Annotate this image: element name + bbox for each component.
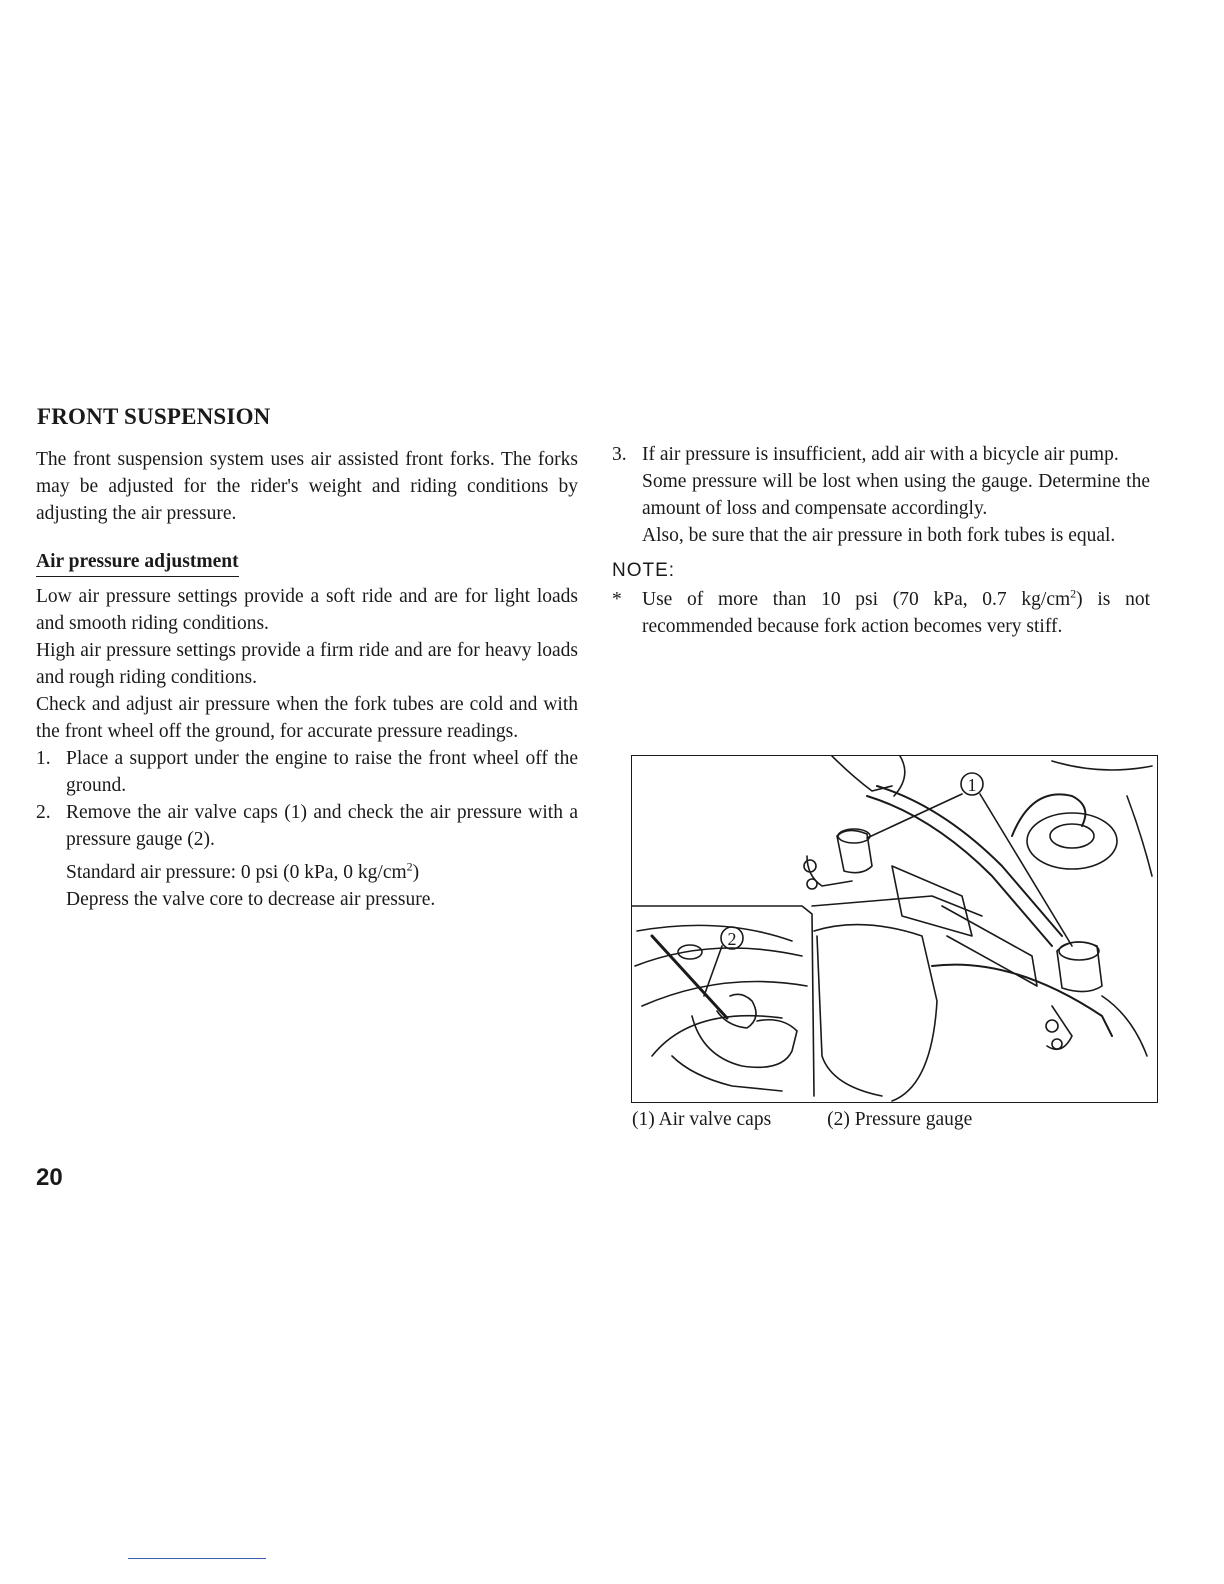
upper-hand [832,756,892,791]
air-pressure-subheading: Air pressure adjustment [36,548,239,577]
footer-rule [128,1558,266,1559]
note-item [612,586,1150,640]
right-top-cap-inner [1050,824,1094,848]
check-pressure-paragraph: Check and adjust air pressure when the fork tubes are cold and with the front wheel off the ground, for accurate pressure readings. [36,694,578,742]
right-contour [1102,996,1147,1056]
intro-paragraph: The front suspension system uses air assisted front forks. The forks may be adjusted for the rider's weight and riding conditions by adjusting the air pressure. [36,449,578,524]
page-number: 20 [36,1164,63,1191]
step-1-number: 1. [36,748,51,769]
hand [692,1016,797,1067]
standard-pressure-text: Standard air pressure: 0 psi (0 kPa, 0 kg/cm [66,862,407,883]
fork-illustration [631,755,1158,1103]
depress-instruction: Depress the valve core to decrease air pressure. [66,889,436,910]
step-1-text: Place a support under the engine to raise the front wheel off the ground. [66,748,578,796]
right-bracket [1047,1006,1072,1049]
caption-air-valve-caps: (1) Air valve caps [632,1109,772,1130]
low-pressure-paragraph: Low air pressure settings provide a soft ride and are for light loads and smooth riding conditions. [36,586,578,634]
page-title: FRONT SUSPENSION [37,404,271,429]
caption-pressure-gauge: (2) Pressure gauge [827,1109,973,1130]
note-bullet: * [612,589,622,610]
right-top-cap [1027,813,1117,869]
right-bolt-icon [1046,1020,1058,1032]
fork-illustration-drawing [632,756,1158,1103]
note-label: NOTE: [612,560,676,581]
left-column [36,446,578,913]
callout-2-label: 2 [727,929,737,949]
high-pressure-paragraph: High air pressure settings provide a firm ride and are for heavy loads and rough riding conditions. [36,640,578,688]
engine-top [812,896,982,916]
step-2-number: 2. [36,802,51,823]
note-text [642,586,1150,640]
step-2 [36,799,578,853]
step-3-equal-paragraph: Also, be sure that the air pressure in both fork tubes is equal. [642,525,1116,546]
right-cap-top [1059,942,1099,960]
callout-1-leader-right [980,794,1072,946]
wheel-arc-3 [642,982,807,1007]
note-sup: 2 [1070,586,1077,601]
gauge-tip [717,994,756,1028]
engine-block [814,925,937,1101]
note-text-start: Use of more than 10 psi (70 kPa, 0.7 kg/cm [642,589,1071,610]
step-3-text: If air pressure is insufficient, add air with a bicycle air pump. [642,444,1119,465]
right-column [612,441,1150,640]
right-fork-cap [1057,942,1102,992]
air-hose [867,796,1052,946]
callout-2-leader [704,946,722,996]
step-3 [612,441,1150,468]
standard-pressure [66,859,578,886]
air-hose-2 [877,786,1062,936]
callout-1-label: 1 [967,775,977,795]
wheel-arc [637,925,792,941]
handlebar [942,906,1037,986]
standard-pressure-sup: 2 [406,859,413,874]
standard-pressure-close: ) [412,862,420,883]
top-right-contour-2 [1127,796,1152,876]
brake-line [932,965,1112,1036]
right-bolt-2-icon [1052,1039,1062,1049]
step-3-loss-paragraph: Some pressure will be lost when using the gauge. Determine the amount of loss and compensate accordingly. [642,471,1150,519]
handlebar-clamp [892,866,972,936]
step-1 [36,745,578,799]
wheel-arc-4 [652,1016,782,1056]
left-fork-cap [837,830,872,872]
step-3-number: 3. [612,444,627,465]
equalizer-hose [1012,794,1085,836]
step-2-text: Remove the air valve caps (1) and check the air pressure with a pressure gauge (2). [66,802,578,850]
note-text-end: ) is not recommended because fork action becomes very stiff. [642,589,1151,637]
upper-hand-2 [894,756,905,796]
left-bolt-2-icon [807,879,817,889]
figure-caption [632,1109,972,1131]
engine-block-edge [817,936,882,1096]
inset-frame-line [632,906,814,1096]
top-right-contour [1052,761,1152,770]
